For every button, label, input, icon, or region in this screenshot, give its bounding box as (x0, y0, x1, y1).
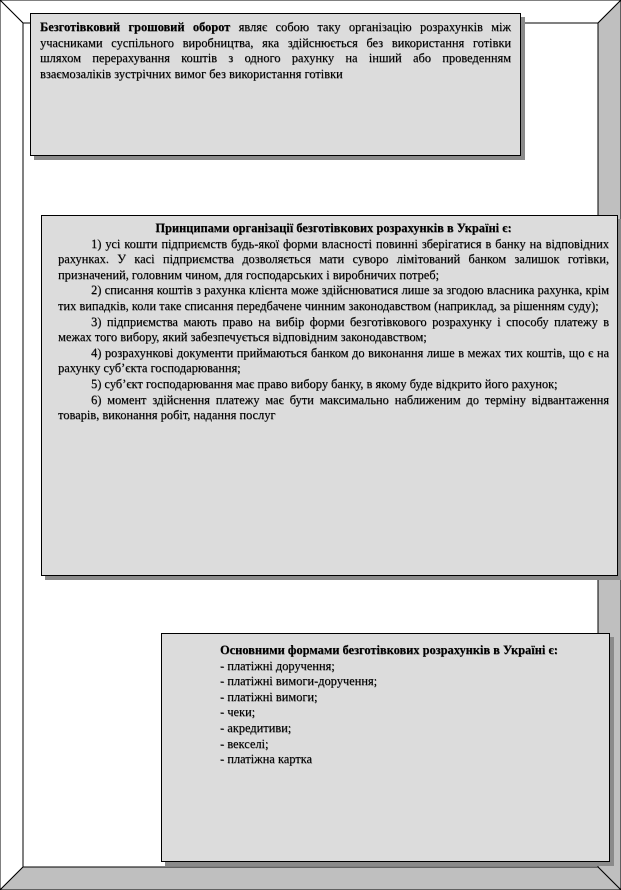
principles-box (41, 215, 618, 576)
form-item: - платіжні вимоги; (220, 689, 318, 704)
form-item: - платіжні вимоги-доручення; (220, 674, 378, 689)
forms-list (172, 659, 600, 768)
form-item: - акредитиви; (220, 720, 292, 735)
definition-term: Безготівковий грошовий оборот (40, 20, 231, 34)
principle-item: 3) підприємства мають право на вибір форми безготівкового розрахунку і способу платежу в межах того вибору, який забезпечується відповідним законодавством; (58, 314, 609, 345)
forms-title: Основними формами безготівкових розрахунків в Україні є: (220, 643, 558, 657)
definition-body: являє собою таку організацію розрахунків між учасниками суспільного виробництва, яка здійснюється без використання готівки шляхом перерахування коштів з одного рахунку на інший або проведенням взаємозаліків зустрічних вимог без використання готівки (40, 20, 511, 81)
forms-box (161, 633, 610, 862)
definition-box (30, 13, 521, 156)
principle-item: 6) момент здійснення платежу має бути максимально наближеним до терміну відвантаження товарів, виконання робіт, надання послуг (58, 392, 609, 423)
definition-text (40, 20, 511, 82)
principle-item: 1) усі кошти підприємств будь-якої форми власності повинні зберігатися в банку на відповідних рахунках. У касі підприємства дозволяється мати суворо лімітований банком залишок готівки, призначений, головним чином, для господарських і виробничих потреб; (58, 236, 609, 282)
form-item: - платіжна картка (220, 752, 312, 767)
form-item: - платіжні доручення; (220, 658, 335, 673)
principle-item: 4) розрахункові документи приймаються банком до виконання лише в межах тих коштів, що є на рахунку суб’єкта господарювання; (58, 345, 609, 376)
form-item: - векселі; (220, 736, 269, 751)
principles-title: Принципами організації безготівкових розрахунків в Україні є: (155, 221, 512, 235)
form-item: - чеки; (220, 705, 256, 720)
principle-item: 2) списання коштів з рахунка клієнта може здійснюватися лише за згодою власника рахунка, крім тих випадків, коли таке списання передбачене чинним законодавством (наприклад, за рішенням суду); (58, 283, 609, 313)
principle-item: 5) суб’єкт господарювання має право вибору банку, в якому буде відкрито його рахунок; (91, 376, 558, 391)
